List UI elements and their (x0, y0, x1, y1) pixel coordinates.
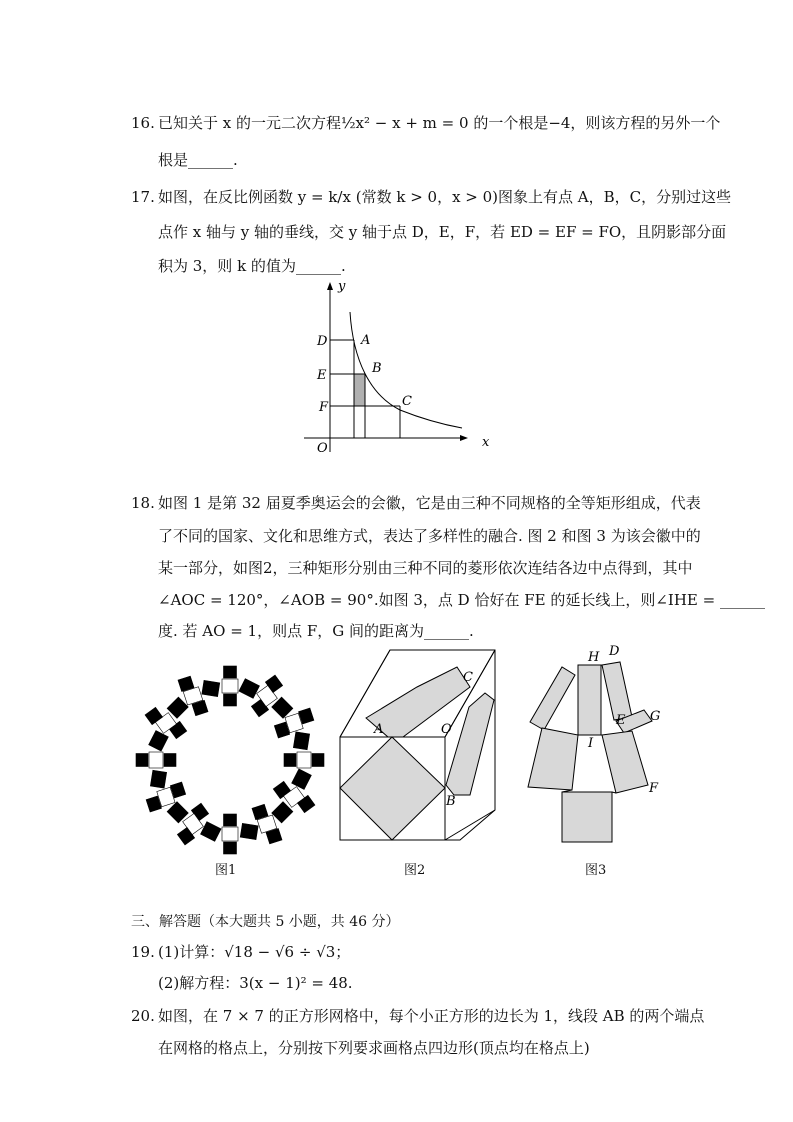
emblem-rectangle (200, 822, 221, 842)
question-18-line-3: 某一部分，如图2，三种矩形分别由三种不同的菱形依次连结各边中点得到，其中 (158, 559, 693, 577)
fig3-label-H: H (588, 650, 600, 665)
figure-3-bottom-square (562, 792, 612, 842)
figure-3-caption: 图3 (585, 863, 607, 878)
figure-3-left-top-rect (530, 667, 575, 730)
emblem-rectangle (150, 770, 166, 788)
emblem-rectangle (297, 752, 311, 768)
fig3-label-D: D (609, 644, 620, 659)
hyperbola-curve (350, 312, 462, 428)
x-axis-arrow (460, 435, 468, 441)
fig3-label-E: E (616, 713, 626, 728)
question-17-line-1: 如图，在反比例函数 y = k/x (常数 k > 0，x > 0)图象上有点 A，B，C，分别过这些 (158, 188, 732, 206)
emblem-rectangle (222, 827, 238, 841)
question-16-line-1: 已知关于 x 的一元二次方程½x² − x + m = 0 的一个根是−4，则该方程的另外一个 (158, 114, 721, 132)
question-18-line-2: 了不同的国家、文化和思维方式，表达了多样性的融合. 图 2 和图 3 为该会徽中的 (158, 527, 701, 545)
figure-3-diagram (520, 645, 670, 850)
figure-2-right-rect (446, 693, 494, 795)
label-x: x (482, 435, 490, 450)
question-20-line-1: 如图，在 7 × 7 的正方形网格中，每个小正方形的边长为 1，线段 AB 的两个端点 (158, 1007, 705, 1025)
figure-2-diagram (330, 645, 530, 855)
emblem-rectangle (239, 679, 260, 699)
emblem-rectangle (224, 694, 237, 706)
figure-3-left-bottom-rect (528, 728, 578, 790)
emblem-rectangle (284, 754, 296, 767)
emblem-rectangle (293, 732, 309, 750)
emblem-rectangle (224, 814, 237, 826)
question-18-number: 18. (131, 494, 155, 512)
emblem-rectangle (164, 754, 176, 767)
figure-3-right-top-rect (602, 662, 632, 720)
emblem-rectangle (224, 666, 237, 678)
label-E: E (317, 368, 327, 383)
label-O: O (317, 441, 328, 456)
question-20-line-2: 在网格的格点上，分别按下列要求画格点四边形(顶点均在格点上) (158, 1039, 590, 1057)
emblem-rectangle (312, 754, 324, 767)
figure-2-caption: 图2 (404, 863, 426, 878)
emblem-rectangle (149, 730, 169, 751)
emblem-rectangle (240, 823, 258, 839)
emblem-rectangle (136, 754, 148, 767)
question-17-number: 17. (131, 188, 155, 206)
fig3-label-I: I (588, 736, 594, 751)
question-19-line-1: (1)计算：√18 − √6 ÷ √3； (158, 943, 351, 961)
emblem-rectangle (292, 769, 312, 790)
fig2-label-B: B (446, 794, 456, 809)
question-19-number: 19. (131, 943, 155, 961)
emblem-rectangle (149, 752, 163, 768)
question-17-line-3: 积为 3，则 k 的值为______. (158, 257, 346, 275)
label-y: y (338, 279, 346, 294)
label-B: B (372, 361, 382, 376)
emblem-rectangle (224, 842, 237, 854)
section-3-heading: 三、解答题（本大题共 5 小题，共 46 分） (131, 914, 400, 930)
label-D: D (317, 334, 328, 349)
fig2-label-C: C (463, 670, 473, 685)
question-19-line-2: (2)解方程：3(x − 1)² = 48. (158, 974, 353, 992)
question-17-line-2: 点作 x 轴与 y 轴的垂线，交 y 轴于点 D，E，F，若 ED = EF = FO，且阴影部分面 (158, 223, 727, 241)
label-C: C (402, 394, 412, 409)
fig3-label-F: F (649, 781, 659, 796)
fig3-label-G: G (650, 709, 661, 724)
emblem-rectangle (222, 679, 238, 693)
figure-2-inner-rhombus (340, 737, 445, 840)
y-axis-arrow (327, 282, 333, 290)
label-A: A (361, 333, 371, 348)
question-18-line-4: ∠AOC = 120°，∠AOB = 90°.如图 3，点 D 恰好在 FE 的延长线上，则∠IHE = ______ (158, 591, 765, 609)
fig2-label-A: A (374, 722, 384, 737)
shaded-region (354, 374, 365, 406)
question-20-number: 20. (131, 1007, 155, 1025)
question-16-line-2: 根是______. (158, 151, 238, 169)
figure-3-right-bottom-rect (602, 731, 648, 793)
question-18-line-5: 度. 若 AO = 1，则点 F，G 间的距离为______. (158, 622, 474, 640)
question-16-number: 16. (131, 114, 155, 132)
emblem-rectangle (202, 680, 220, 696)
figure-1-caption: 图1 (215, 863, 237, 878)
olympic-emblem-figure (130, 660, 330, 860)
figure-3-center-rect (578, 665, 601, 735)
fig2-label-O: O (441, 722, 452, 737)
question-18-line-1: 如图 1 是第 32 届夏季奥运会的会徽，它是由三种不同规格的全等矩形组成，代表 (158, 494, 701, 512)
label-F: F (319, 400, 329, 415)
